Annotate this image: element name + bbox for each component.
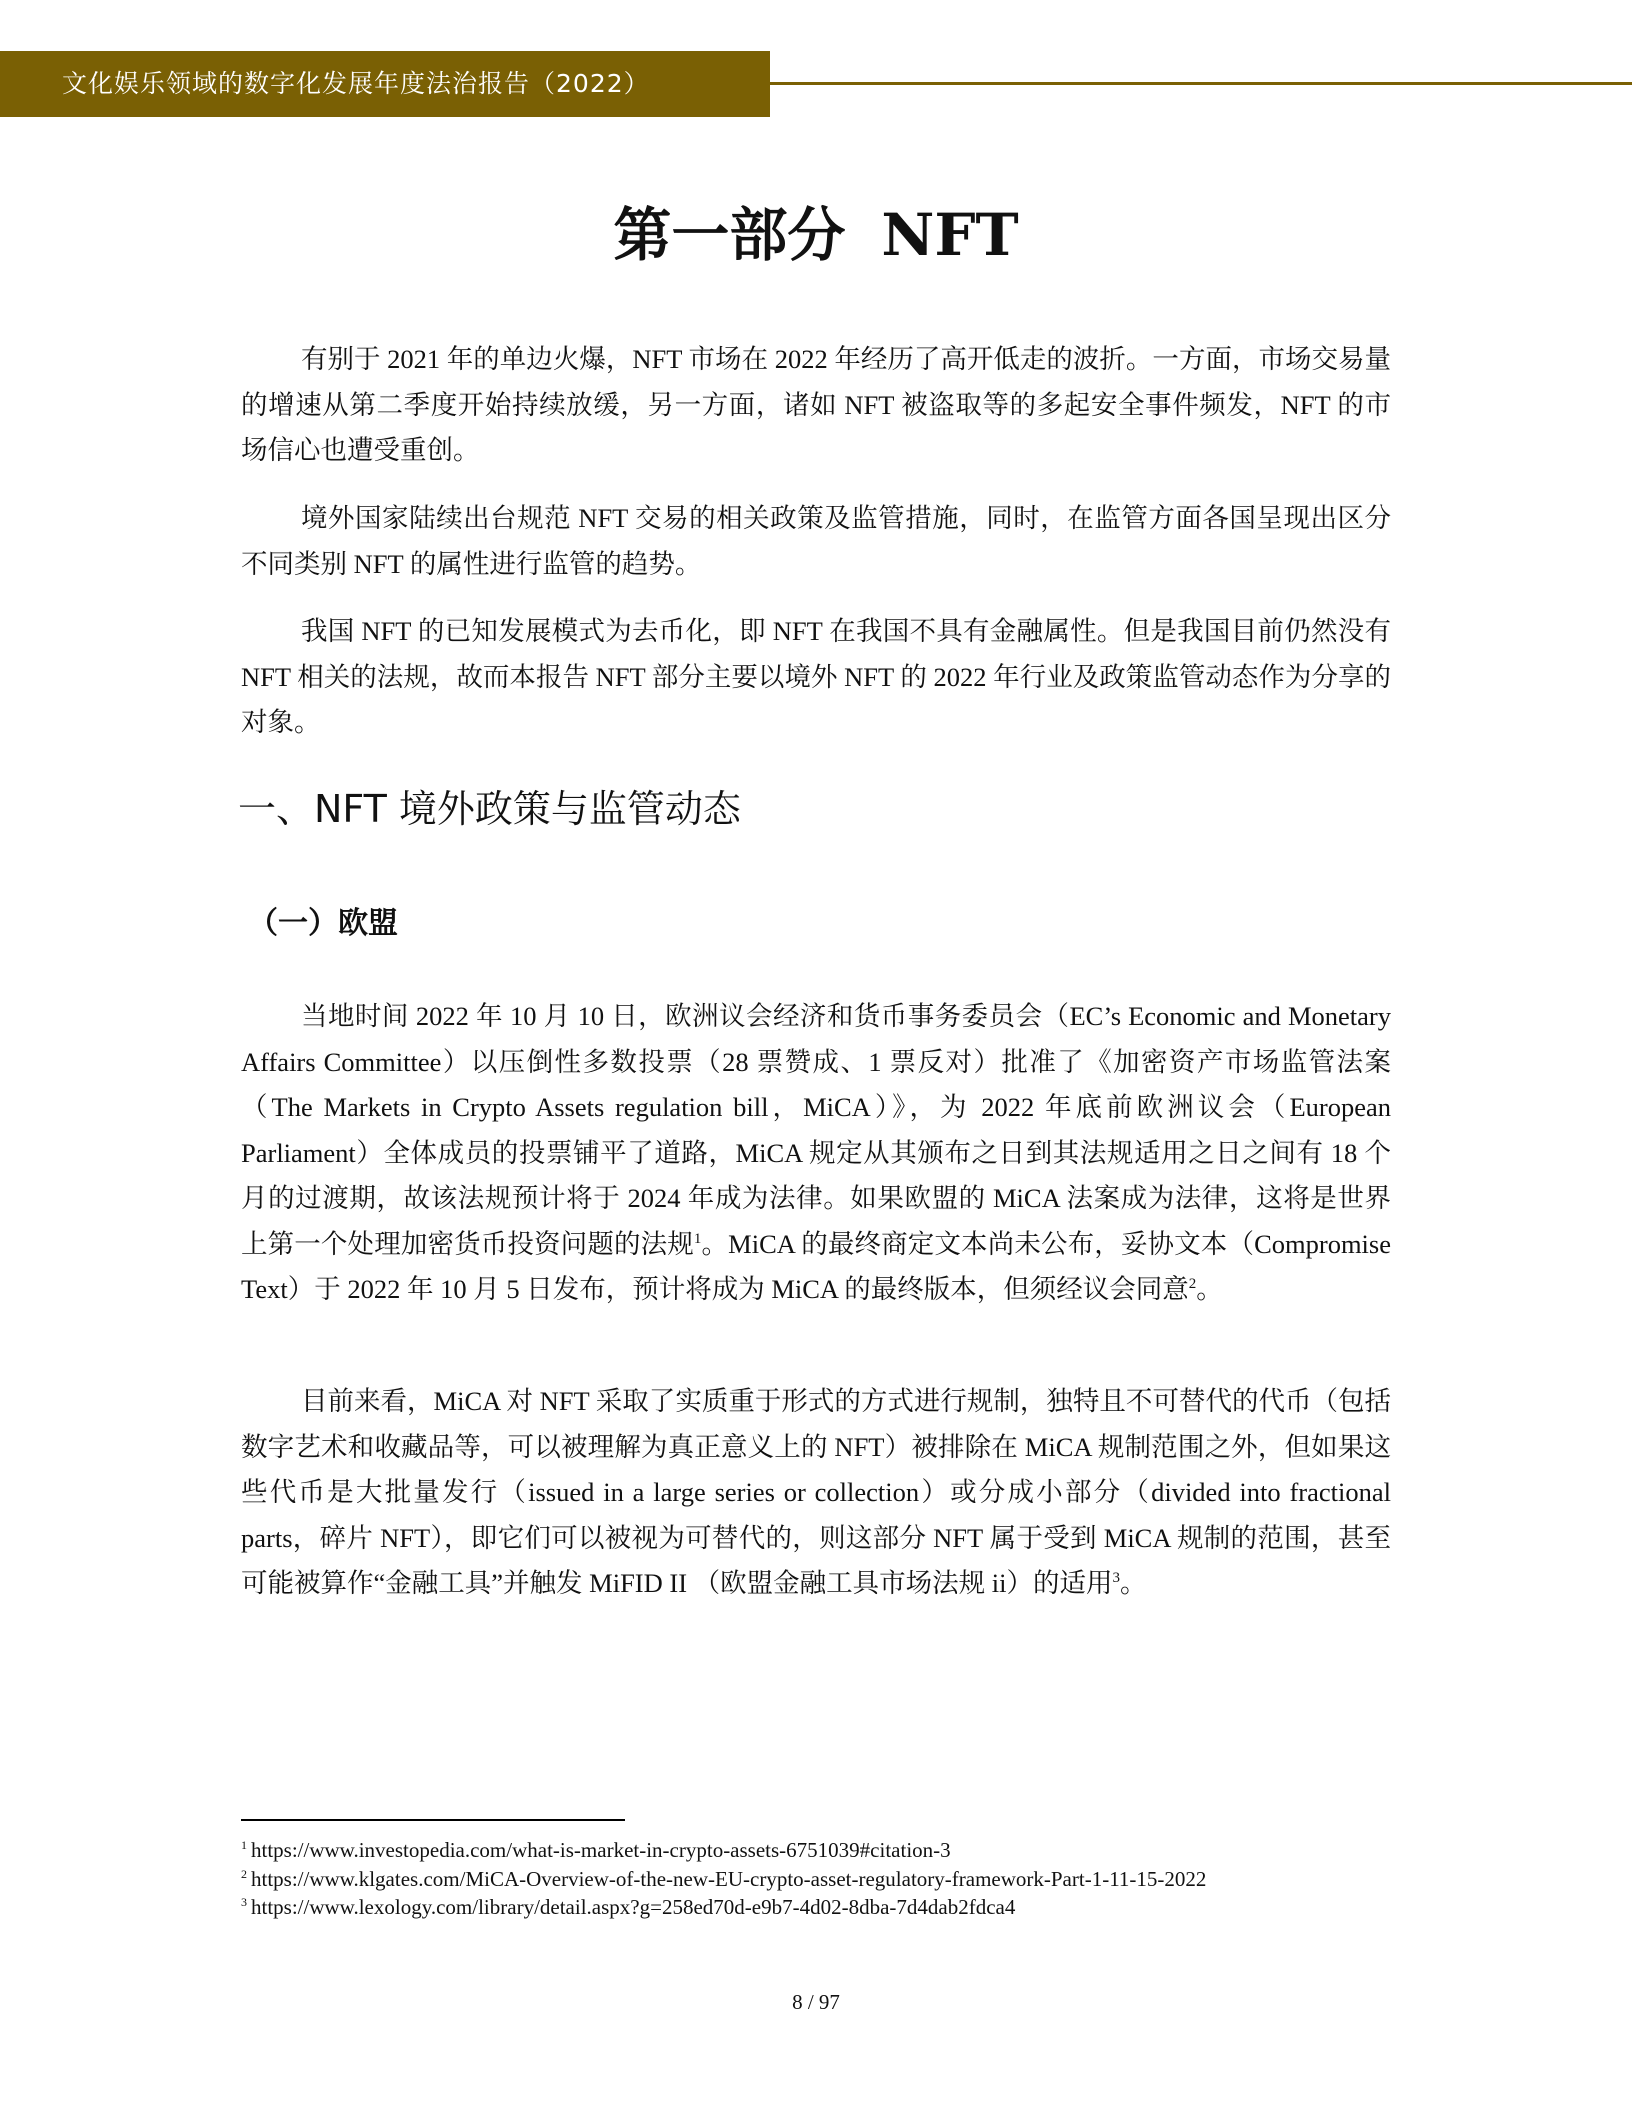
footnote-3-number: 3 (241, 1895, 247, 1909)
intro-paragraph-2: 境外国家陆续出台规范 NFT 交易的相关政策及监管措施，同时，在监管方面各国呈现出区分不同类别 NFT 的属性进行监管的趋势。 (241, 503, 1391, 579)
footnote-separator (241, 1819, 625, 1821)
part-title-label: 第一部分 (613, 201, 846, 269)
footnote-1-number: 1 (241, 1838, 247, 1852)
eu-paragraph-1-text-a: 当地时间 2022 年 10 月 10 日，欧洲议会经济和货币事务委员会（EC’s Economic and Monetary Affairs Committee）以压倒性多数投票（28 票赞成、1 票反对）批准了《加密资产市场监管法案（The Markets in Crypto Assets regulation bill，MiCA）》，为 2022 年底前欧洲议会（European Parliament）全体成员的投票铺平了道路，MiCA 规定从其颁布之日到其法规适用之日之间有 18 个月的过渡期，故该法规预计将于 2024 年成为法律。如果欧盟的 MiCA 法案成为法律，这将是世界上第一个处理加密货币投资问题的法规 (241, 1001, 1391, 1259)
eu-paragraph-1 (241, 994, 1391, 1313)
running-header-title: 文化娱乐领域的数字化发展年度法治报告（2022） (62, 69, 650, 98)
eu-paragraph-1-text-c: 。 (1196, 1274, 1223, 1304)
footnote-ref-1[interactable]: 1 (693, 1230, 702, 1247)
part-title-subject: NFT (881, 201, 1019, 269)
footnotes (241, 1836, 1206, 1922)
footnote-2-number: 2 (241, 1866, 247, 1881)
footnote-1 (241, 1836, 1206, 1865)
footnote-3 (241, 1893, 1206, 1922)
part-title (0, 200, 1632, 270)
eu-paragraph-1-text-b: 。MiCA 的最终商定文本尚未公布，妥协文本（Compromise Text）于 2022 年 10 月 5 日发布，预计将成为 MiCA 的最终版本，但须经议会同意 (241, 1228, 1391, 1304)
section-heading: 一、NFT 境外政策与监管动态 (238, 787, 741, 831)
header-rule (770, 82, 1632, 85)
footnote-ref-2[interactable]: 2 (1188, 1276, 1197, 1293)
eu-paragraph-2-text-b: 。 (1120, 1568, 1147, 1598)
footnote-1-link[interactable]: https://www.investopedia.com/what-is-market-in-crypto-assets-6751039#citation-3 (251, 1838, 951, 1862)
eu-paragraph-2 (241, 1379, 1391, 1607)
intro-paragraph-1: 有别于 2021 年的单边火爆，NFT 市场在 2022 年经历了高开低走的波折。一方面，市场交易量的增速从第二季度开始持续放缓，另一方面，诸如 NFT 被盗取等的多起安全事件频发，NFT 的市场信心也遭受重创。 (241, 344, 1391, 465)
footnote-2-link[interactable]: https://www.klgates.com/MiCA-Overview-of-the-new-EU-crypto-asset-regulatory-framework-Part-1-11-15-2022 (251, 1866, 1207, 1891)
footnote-ref-3[interactable]: 3 (1112, 1570, 1121, 1587)
subsection-heading: （一）欧盟 (248, 906, 398, 941)
eu-paragraph-2-text-a: 目前来看，MiCA 对 NFT 采取了实质重于形式的方式进行规制，独特且不可替代的代币（包括数字艺术和收藏品等，可以被理解为真正意义上的 NFT）被排除在 MiCA 规制范围之外，但如果这些代币是大批量发行（issued in a large series or collection）或分成小部分（divided into fractional parts，碎片 NFT），即它们可以被视为可替代的，则这部分 NFT 属于受到 MiCA 规制的范围，甚至可能被算作“金融工具”并触发 MiFID II （欧盟金融工具市场法规 ii）的适用 (241, 1386, 1391, 1598)
footnote-2 (241, 1865, 1206, 1894)
page-number: 8 / 97 (792, 1990, 840, 2014)
intro-paragraph-3: 我国 NFT 的已知发展模式为去币化，即 NFT 在我国不具有金融属性。但是我国目前仍然没有 NFT 相关的法规，故而本报告 NFT 部分主要以境外 NFT 的 2022 年行业及政策监管动态作为分享的对象。 (241, 616, 1391, 737)
footnote-3-link[interactable]: https://www.lexology.com/library/detail.aspx?g=258ed70d-e9b7-4d02-8dba-7d4dab2fdca4 (251, 1895, 1016, 1919)
